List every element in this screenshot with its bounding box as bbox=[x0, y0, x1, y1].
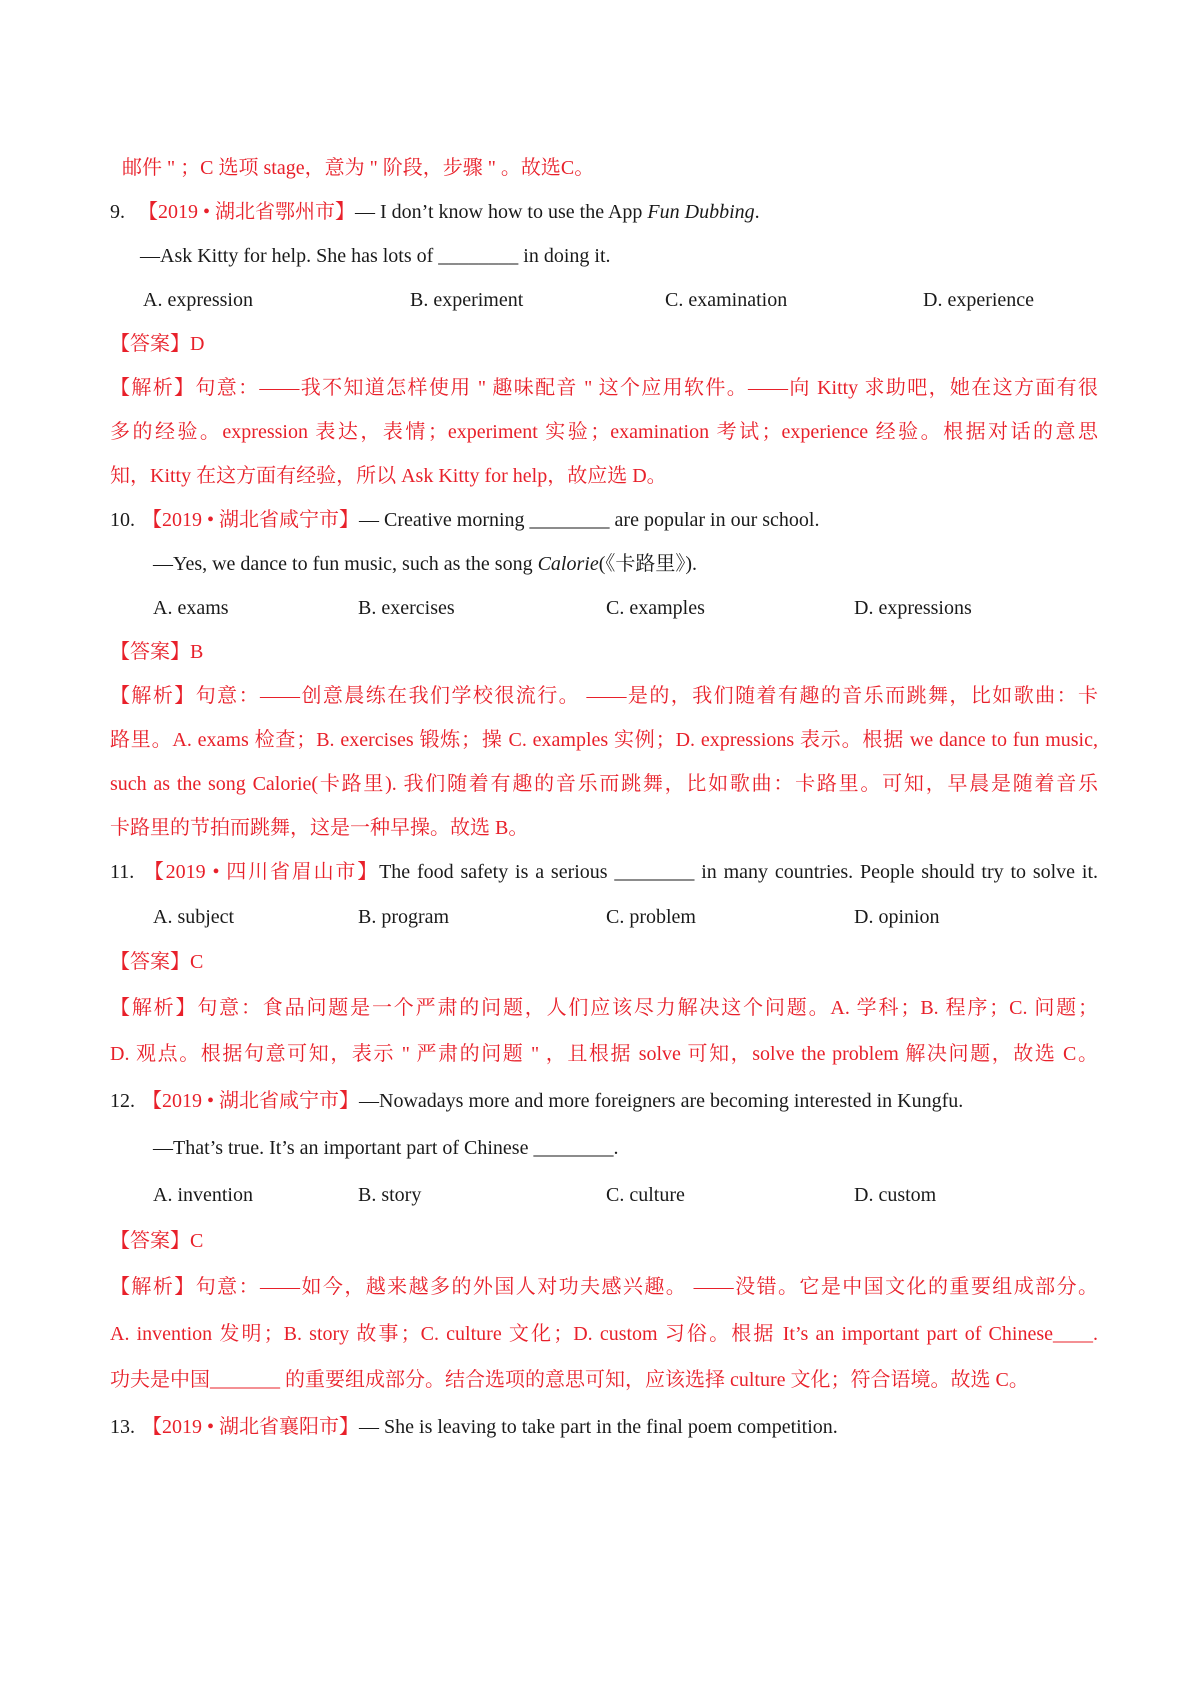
explanation-9-line2: 多的经验。expression 表达，表情；experiment 实验；examination 考试；experience 经验。根据对话的意思 bbox=[110, 421, 1098, 443]
explanation-12-line1: 【解析】句意：——如今，越来越多的外国人对功夫感兴趣。 ——没错。它是中国文化的重要组成部分。 bbox=[110, 1276, 1098, 1298]
option-d: D. expressions bbox=[854, 597, 972, 619]
option-c: C. culture bbox=[606, 1184, 685, 1206]
question-text: — She is leaving to take part in the final poem competition. bbox=[359, 1416, 838, 1438]
question-source: 【2019 • 四川省眉山市】 bbox=[142, 861, 380, 883]
answer-10: 【答案】B bbox=[110, 641, 204, 663]
option-c: C. problem bbox=[606, 906, 696, 928]
option-c: C. examples bbox=[606, 597, 705, 619]
explanation-10-line2: 路里。A. exams 检查；B. exercises 锻炼；操 C. examples 实例；D. expressions 表示。根据 we dance to fun music, bbox=[110, 729, 1098, 751]
question-source: 【2019 • 湖北省襄阳市】 bbox=[142, 1416, 360, 1438]
question-10-reply: —Yes, we dance to fun music, such as the song Calorie(《卡路里》). bbox=[153, 553, 698, 575]
question-text: The food safety is a serious ________ in many countries. People should try to solve it. bbox=[379, 861, 1098, 883]
question-source: 【2019 • 湖北省咸宁市】 bbox=[142, 1090, 360, 1112]
question-12-reply: —That’s true. It’s an important part of Chinese ________. bbox=[153, 1137, 619, 1159]
explanation-12-line2: A. invention 发明；B. story 故事；C. culture 文化；D. custom 习俗。根据 It’s an important part of Chinese____. bbox=[110, 1323, 1098, 1345]
explanation-11-line2: D. 观点。根据句意可知，表示 " 严肃的问题 " ，且根据 solve 可知，solve the problem 解决问题，故选 C。 bbox=[110, 1043, 1098, 1065]
question-number: 11. bbox=[110, 861, 135, 883]
explanation-11-line1: 【解析】句意：食品问题是一个严肃的问题，人们应该尽力解决这个问题。A. 学科；B. 程序；C. 问题； bbox=[110, 997, 1098, 1019]
question-number: 13. bbox=[110, 1416, 135, 1438]
answer-9: 【答案】D bbox=[110, 333, 205, 355]
question-text: — I don’t know how to use the App bbox=[355, 201, 648, 223]
explanation-10-line4: 卡路里的节拍而跳舞，这是一种早操。故选 B。 bbox=[110, 817, 529, 839]
question-source: 【2019 • 湖北省鄂州市】 bbox=[138, 201, 356, 223]
question-9-reply: —Ask Kitty for help. She has lots of ________ in doing it. bbox=[140, 245, 611, 267]
option-b: B. program bbox=[358, 906, 450, 928]
option-c: C. examination bbox=[665, 289, 788, 311]
answer-11: 【答案】C bbox=[110, 951, 204, 973]
app-name: Fun Dubbing bbox=[647, 201, 755, 223]
option-b: B. story bbox=[358, 1184, 422, 1206]
question-13 bbox=[110, 1413, 838, 1441]
answer-12: 【答案】C bbox=[110, 1230, 204, 1252]
explanation-9-line3: 知，Kitty 在这方面有经验，所以 Ask Kitty for help，故应选 D。 bbox=[110, 465, 667, 487]
question-11 bbox=[110, 858, 1098, 886]
question-text: — Creative morning ________ are popular in our school. bbox=[359, 509, 820, 531]
explanation-10-line3: such as the song Calorie(卡路里). 我们随着有趣的音乐而跳舞，比如歌曲：卡路里。可知，早晨是随着音乐 bbox=[110, 773, 1098, 795]
option-d: D. experience bbox=[923, 289, 1035, 311]
explanation-12-line3: 功夫是中国_______ 的重要组成部分。结合选项的意思可知，应该选择 culture 文化；符合语境。故选 C。 bbox=[110, 1369, 1029, 1391]
explanation-10-line1: 【解析】句意：——创意晨练在我们学校很流行。 ——是的，我们随着有趣的音乐而跳舞，比如歌曲：卡 bbox=[110, 685, 1098, 707]
option-a: A. exams bbox=[153, 597, 229, 619]
prev-explanation-tail: 邮件 " ；C 选项 stage，意为 " 阶段，步骤 " 。故选C。 bbox=[122, 157, 595, 179]
explanation-9-line1: 【解析】句意：——我不知道怎样使用 " 趣味配音 " 这个应用软件。——向 Kitty 求助吧，她在这方面有很 bbox=[110, 377, 1098, 399]
option-a: A. invention bbox=[153, 1184, 253, 1206]
question-9: 9. 【2019 • 湖北省鄂州市】— I don’t know how to use the App Fun Dubbing. bbox=[110, 198, 760, 226]
option-a: A. subject bbox=[153, 906, 235, 928]
option-d: D. custom bbox=[854, 1184, 937, 1206]
option-b: B. experiment bbox=[410, 289, 524, 311]
question-10 bbox=[110, 506, 819, 534]
option-b: B. exercises bbox=[358, 597, 455, 619]
question-number: 12. bbox=[110, 1090, 135, 1112]
option-d: D. opinion bbox=[854, 906, 940, 928]
song-name: Calorie bbox=[537, 553, 599, 575]
question-source: 【2019 • 湖北省咸宁市】 bbox=[142, 509, 360, 531]
question-text: —Nowadays more and more foreigners are becoming interested in Kungfu. bbox=[359, 1090, 964, 1112]
question-12 bbox=[110, 1087, 963, 1115]
option-a: A. expression bbox=[143, 289, 253, 311]
question-number: 10. bbox=[110, 509, 135, 531]
question-number: 9. bbox=[110, 201, 125, 223]
